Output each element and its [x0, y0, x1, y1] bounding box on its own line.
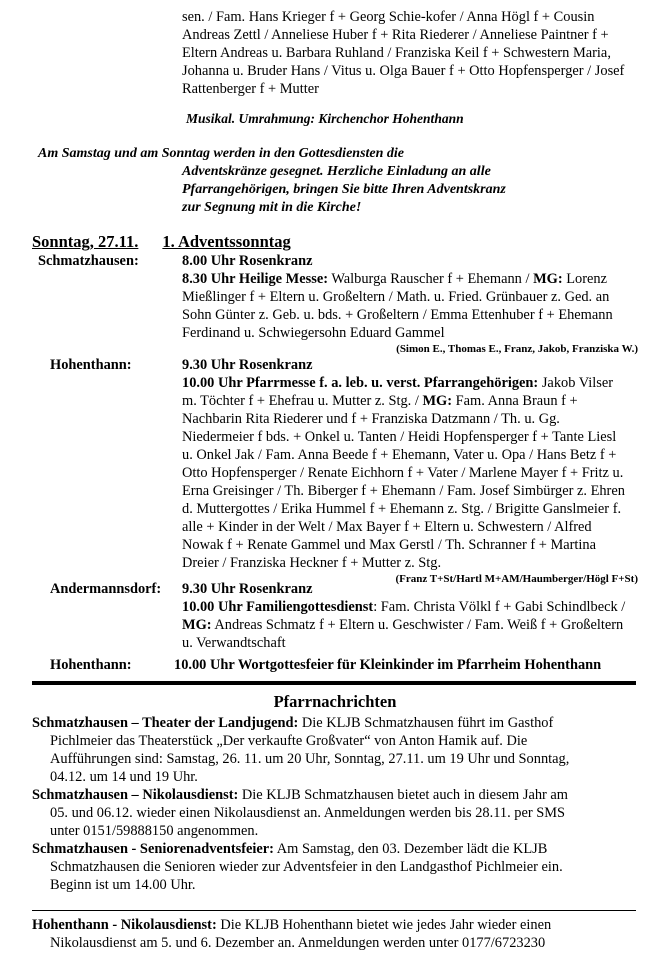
schmatzhausen-services [182, 252, 638, 356]
mass-text: : Fam. Christa Völkl f + Gabi Schindlbeck / [373, 599, 626, 615]
mass-line: d. Muttergottes / Erika Hummel f + Ehemann z. Stg. / Brigitte Ganslmeier f. [182, 501, 622, 517]
mass-line: Nachbarin Rita Riederer und f + Franziska Datzmann / Th. u. Gg. [182, 411, 560, 427]
news-item [32, 786, 638, 840]
mass-line: Ferdinand u. Schwiegersohn Eduard Gammel [182, 325, 445, 341]
news-item-line: Pichlmeier das Theaterstück „Der verkaufte Großvater“ von Anton Hamik auf. Die [50, 733, 528, 749]
place-label: Andermannsdorf: [50, 581, 162, 597]
mass-entry [182, 598, 638, 616]
mg-label: MG: [422, 393, 453, 409]
wortgottesfeier-entry: 10.00 Uhr Wortgottesfeier für Kleinkinder im Pfarrheim Hohenthann [174, 657, 602, 673]
news-item-title: Hohenthann - Nikolausdienst: [32, 917, 217, 933]
intro-line: sen. / Fam. Hans Krieger f + Georg Schie-kofer / Anna Högl f + Cousin [182, 9, 595, 25]
news-item [32, 714, 638, 786]
hohenthann-services [182, 356, 638, 586]
servers-list: (Simon E., Thomas E., Franz, Jakob, Franziska W.) [396, 343, 638, 355]
announcement-line: Adventskränze gesegnet. Herzliche Einladung an alle [182, 164, 491, 179]
news-list [32, 714, 638, 894]
news-list-continued [32, 916, 638, 952]
mass-line: Nowak f + Renate Gammel und Max Gerstl / Th. Schranner f + Martina [182, 537, 596, 553]
place-label: Schmatzhausen: [38, 253, 139, 269]
musical-accompaniment: Musikal. Umrahmung: Kirchenchor Hohenthann [186, 111, 464, 126]
rosary-entry: 9.30 Uhr Rosenkranz [182, 357, 313, 373]
news-item-line: 04.12. um 14 und 19 Uhr. [50, 769, 198, 785]
section-divider [32, 681, 636, 685]
news-item-line: Schmatzhausen die Senioren wieder zur Adventsfeier in den Landgasthof Pichlmeier ein. [50, 859, 563, 875]
mass-line: alle + Kinder in der Welt / Max Bayer f + Eltern u. Schwestern / Alfred [182, 519, 592, 535]
sunday-title: 1. Adventssonntag [162, 232, 291, 251]
announcement-line: Am Samstag und am Sonntag werden in den Gottesdiensten die [38, 146, 405, 161]
andermannsdorf-services [182, 580, 638, 652]
news-item-text: Die KLJB Schmatzhausen bietet auch in diesem Jahr am [238, 787, 569, 803]
news-heading: Pfarrnachrichten [273, 692, 397, 711]
rosary-entry: 9.30 Uhr Rosenkranz [182, 581, 313, 597]
intro-line: Andreas Zettl / Anneliese Huber f + Rita Riederer / Anneliese Paintner f + [182, 27, 609, 43]
news-item-line: Beginn ist um 14.00 Uhr. [50, 877, 196, 893]
news-item-title: Schmatzhausen - Seniorenadventsfeier: [32, 841, 274, 857]
mass-entry [182, 392, 638, 410]
mass-entry [182, 270, 638, 288]
intro-line: Johanna u. Bruder Hans / Vitus u. Olga Bauer f + Otto Hopfensperger / Josef [182, 63, 625, 79]
news-item-line: Nikolausdienst am 5. und 6. Dezember an. Anmeldungen werden unter 0177/6723230 [50, 935, 546, 951]
mass-line: Mießlinger f + Eltern u. Großeltern / Math. u. Fried. Grünbauer z. Ged. an [182, 289, 610, 305]
intro-line: Eltern Andreas u. Barbara Ruhland / Franziska Keil f + Schwestern Maria, [182, 45, 611, 61]
mass-line: Otto Hopfensperger / Renate Eichhorn f + Vater / Marlene Mayer f + Fritz u. [182, 465, 624, 481]
news-item-text: Die KLJB Schmatzhausen führt im Gasthof [298, 715, 554, 731]
mass-line: u. Onkel Jak / Fam. Anna Beede f + Ehemann, Vater u. Opa / Hans Betz f + [182, 447, 617, 463]
mass-line: u. Verwandtschaft [182, 635, 286, 651]
sunday-heading [32, 232, 291, 252]
mass-text: Walburga Rauscher f + Ehemann / [328, 271, 534, 287]
news-item-text: Die KLJB Hohenthann bietet wie jedes Jahr wieder einen [216, 917, 552, 933]
advent-announcement [38, 145, 506, 217]
news-item-title: Schmatzhausen – Nikolausdienst: [32, 787, 239, 803]
mass-text: Andreas Schmatz f + Eltern u. Geschwister / Fam. Weiß f + Großeltern [211, 617, 624, 633]
place-label: Hohenthann: [50, 357, 132, 373]
mass-text: Lorenz [562, 271, 607, 287]
mg-label: MG: [533, 271, 563, 287]
rosary-entry: 8.00 Uhr Rosenkranz [182, 253, 313, 269]
mass-line: Niedermeier f bds. + Onkel u. Tanten / Heidi Hopfensperger f + Tante Liesl [182, 429, 617, 445]
mass-text: Fam. Anna Braun f + [452, 393, 578, 409]
mass-heading: 10.00 Uhr Familiengottesdienst [182, 599, 374, 615]
mass-line: Dreier / Franziska Heckner f + Mutter z. Stg. [182, 555, 442, 571]
mass-entry [182, 374, 638, 392]
mass-entry [182, 616, 638, 634]
mass-heading: 8.30 Uhr Heilige Messe: [182, 271, 329, 287]
news-item-text: Am Samstag, den 03. Dezember lädt die KLJB [273, 841, 548, 857]
announcement-line: Pfarrangehörigen, bringen Sie bitte Ihren Adventskranz [182, 182, 506, 197]
mass-heading: 10.00 Uhr Pfarrmesse f. a. leb. u. verst. Pfarrangehörigen: [182, 375, 539, 391]
mass-line: Erna Greisinger / Th. Biberger f + Ehemann / Fam. Josef Simbürger z. Ehren [182, 483, 625, 499]
mg-label: MG: [182, 617, 212, 633]
place-label: Hohenthann: [50, 657, 132, 673]
mass-text: Jakob Vilser [538, 375, 614, 391]
sunday-date: Sonntag, 27.11. [32, 232, 139, 251]
mass-text: m. Töchter f + Ehefrau u. Mutter z. Stg. / [182, 393, 423, 409]
news-item-line: unter 0151/59888150 angenommen. [50, 823, 259, 839]
intro-line: Rattenberger f + Mutter [182, 81, 319, 97]
intro-paragraph [182, 8, 642, 98]
news-item-line: Aufführungen sind: Samstag, 26. 11. um 20 Uhr, Sonntag, 27.11. um 19 Uhr und Sonntag, [50, 751, 570, 767]
servers-list: (Franz T+St/Hartl M+AM/Haumberger/Högl F+St) [395, 573, 638, 585]
news-item [32, 916, 638, 952]
news-item-title: Schmatzhausen – Theater der Landjugend: [32, 715, 299, 731]
announcement-line: zur Segnung mit in die Kirche! [182, 200, 362, 215]
news-item [32, 840, 638, 894]
mass-line: Sohn Günter z. Geb. u. bds. + Großeltern / Emma Ettenhuber f + Ehemann [182, 307, 613, 323]
news-item-line: 05. und 06.12. wieder einen Nikolausdienst an. Anmeldungen werden bis 28.11. per SMS [50, 805, 566, 821]
news-divider [32, 910, 636, 911]
